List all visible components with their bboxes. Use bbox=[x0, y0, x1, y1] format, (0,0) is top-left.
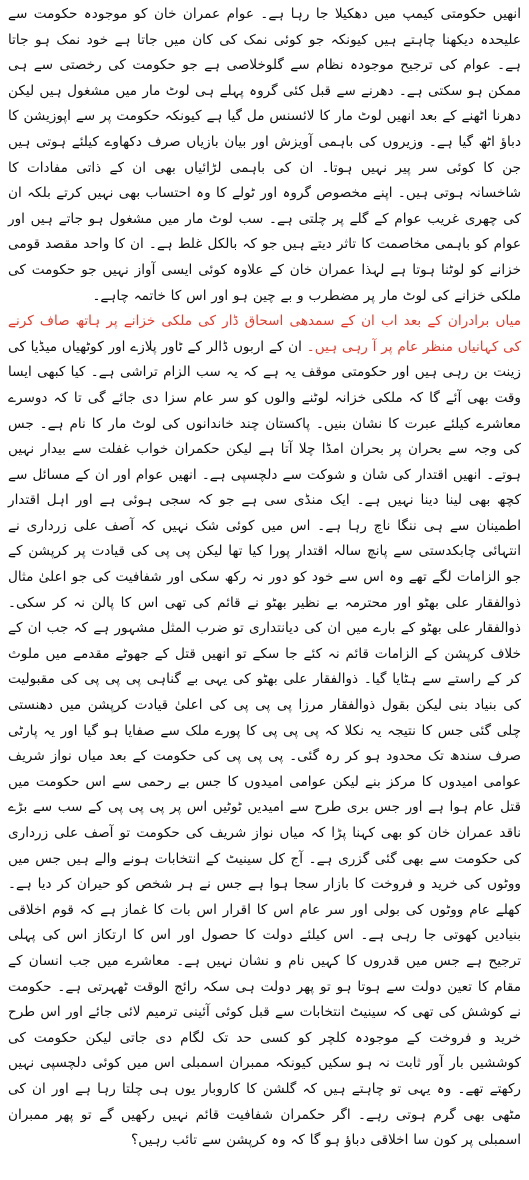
paragraph-2-body: ان کے اربوں ڈالر کے ٹاور پلازے اور کوٹھیاں میڈیا کی زینت بن رہی ہیں اور حکومتی موقف یہ ہے کہ یہ سب الزام تراشی ہے۔ کیا کبھی ایسا وقت بھی آئے گا کہ ملکی خزانہ لوٹنے والوں کو سر عام سزا دی جائے گی تا کہ دوسرے معاشرے کیلئے عبرت کا نشان بنیں۔ پاکستان چند خاندانوں کی لوٹ مار کا نام ہے۔ جس کی وجہ سے بحران پر بحران امڈا چلا آتا ہے لیکن حکمران خواب غفلت سے بیدار نہیں ہوتے۔ انھیں اقتدار کی شان و شوکت سے دلچسپی ہے۔ انھیں عوام اور ان کے مسائل سے کچھ بھی لینا دینا نہیں ہے۔ ایک منڈی سی ہے جو کہ سجی ہوئی ہے اور اہل اقتدار اطمینان سے ہی ننگا ناچ رہا ہے۔ اس میں کوئی شک نہیں کہ آصف علی زرداری نے انتہائی چابکدستی سے پانچ سالہ اقتدار پورا کیا تھا لیکن پی پی کی قیادت پر کرپشن کے جو الزامات لگے تھے وہ اس سے خود کو دور نہ رکھ سکی اور شفافیت کی جو اعلیٰ مثال ذوالفقار علی بھٹو اور محترمہ بے نظیر بھٹو نے قائم کی تھی اس کا پالن نہ کر سکی۔ ذوالفقار علی بھٹو کے بارے میں ان کی دیانتداری تو ضرب المثل مشہور ہے کہ جب ان کے خلاف کرپشن کے الزامات قائم نہ کئے جا سکے تو انھیں قتل کے جھوٹے مقدمے میں ملوث کر کے راستے سے ہٹایا گیا۔ ذوالفقار علی بھٹو کی یہی بے گناہی پی پی پی کی مقبولیت کی بنیاد بنی لیکن بقول ذوالفقار مرزا پی پی پی کی اعلیٰ قیادت کرپشن میں دھنستی چلی گئی جس کا نتیجہ یہ نکلا کہ پی پی پی کا پورے ملک سے صفایا ہو گیا اور یہ پارٹی صرف سندھ تک محدود ہو کر رہ گئی۔ پی پی پی کی حکومت کے بعد میاں نواز شریف عوامی امیدوں کا مرکز بنے لیکن عوامی امیدوں کا جس بے رحمی سے اس حکومت میں قتل عام ہوا ہے اور جس بری طرح سے امیدیں ٹوٹیں اس پر پی پی پی کے سب سے بڑے ناقد عمران خان کو بھی کہنا پڑا کہ میاں نواز شریف کی حکومت تو آصف علی زرداری کی حکومت سے بھی گئی گزری ہے۔ آج کل سینیٹ کے انتخابات ہونے والے ہیں جس میں ووٹوں کی خرید و فروخت کا بازار سجا ہوا ہے جس نے ہر شخص کو حیران کر دیا ہے۔ کھلے عام ووٹوں کی بولی اور سر عام اس کا اقرار اس بات کا غماز ہے کہ قوم اخلاقی بنیادیں کھوتی جا رہی ہے۔ اس کیلئے دولت کا حصول اور اس کا ارتکاز اس کی پہلی ترجیح ہے جس میں قدروں کا کہیں نام و نشان نہیں ہے۔ معاشرے میں جب انسان کے مقام کا تعین دولت سے ہوتا ہو تو پھر دولت ہی سکہ رائج الوقت ٹھہرتی ہے۔ حکومت نے کوشش کی تھی کہ سینیٹ انتخابات سے قبل کوئی آئینی ترمیم لائی جائے اور اس طرح خرید و فروخت کے موجودہ کلچر کو کسی حد تک لگام دی جاتی لیکن حکومت کی کوششیں بار آور ثابت نہ ہو سکیں کیونکہ ممبران اسمبلی اس میں کوئی دلچسپی نہیں رکھتے تھے۔ وہ یہی تو چاہتے ہیں کہ گلشن کا کاروبار یوں ہی چلتا رہا ہے اور ان کی مٹھی بھی گرم ہوتی رہے۔ اگر حکمران شفافیت قائم نہیں رکھیں گے تو پھر ممبران اسمبلی پر کون سا اخلاقی دباؤ ہو گا کہ وہ کرپشن سے تائب رہیں؟ bbox=[8, 338, 521, 1149]
article-paragraph-1: انھیں حکومتی کیمپ میں دھکیلا جا رہا ہے۔ عوام عمران خان کو موجودہ حکومت سے علیحدہ دیکھنا چاہتے ہیں کیونکہ جو کوئی نمک کی کان میں جاتا ہے خود نمک ہو جاتا ہے۔ عوام کی ترجیح موجودہ نظام سے گلوخلاصی ہے جو حکومت کی رخصتی سے ہی ممکن ہو سکتی ہے۔ دھرنے سے قبل کئی گروہ پہلے ہی لوٹ مار میں مشغول ہیں لیکن دھرنا اٹھنے کے بعد انھیں لوٹ مار کا لائسنس مل گیا ہے کیونکہ حکومت پر سے اپوزیشن کا دباؤ اٹھ گیا ہے۔ وزیروں کی باہمی آویزش اور بیان بازیاں صرف دکھاوے کیلئے ہوتی ہیں جن کا کوئی سر پیر نہیں ہوتا۔ ان کی باہمی لڑائیاں بھی ان کے ذاتی مفادات کا شاخسانہ ہوتی ہیں۔ اپنے مخصوص گروہ اور ٹولے کا وہ احتساب بھی نہیں کرتے بلکہ ان کی چھری غریب عوام کے گلے پر چلتی ہے۔ سب لوٹ مار میں مشغول ہو جاتے ہیں اور عوام کو باہمی مخاصمت کا تاثر دیتے ہیں جو کہ بالکل غلط ہے۔ ان کا واحد مقصد قومی خزانے کو لوٹنا ہوتا ہے لہذا عمران خان کے علاوہ کوئی ایسی آواز نہیں جو حکومت کی ملکی خزانے کی لوٹ مار پر مضطرب و بے چین ہو اور اس کا خاتمہ چاہے۔ bbox=[8, 6, 521, 304]
article-paragraph-2 bbox=[8, 309, 521, 1154]
highlighted-lead-sentence: میاں برادران کے بعد اب ان کے سمدھی اسحاق ڈار کی ملکی خزانے پر ہاتھ صاف کرنے کی کہانیاں منظر عام پر آ رہی ہیں۔ bbox=[8, 313, 521, 355]
